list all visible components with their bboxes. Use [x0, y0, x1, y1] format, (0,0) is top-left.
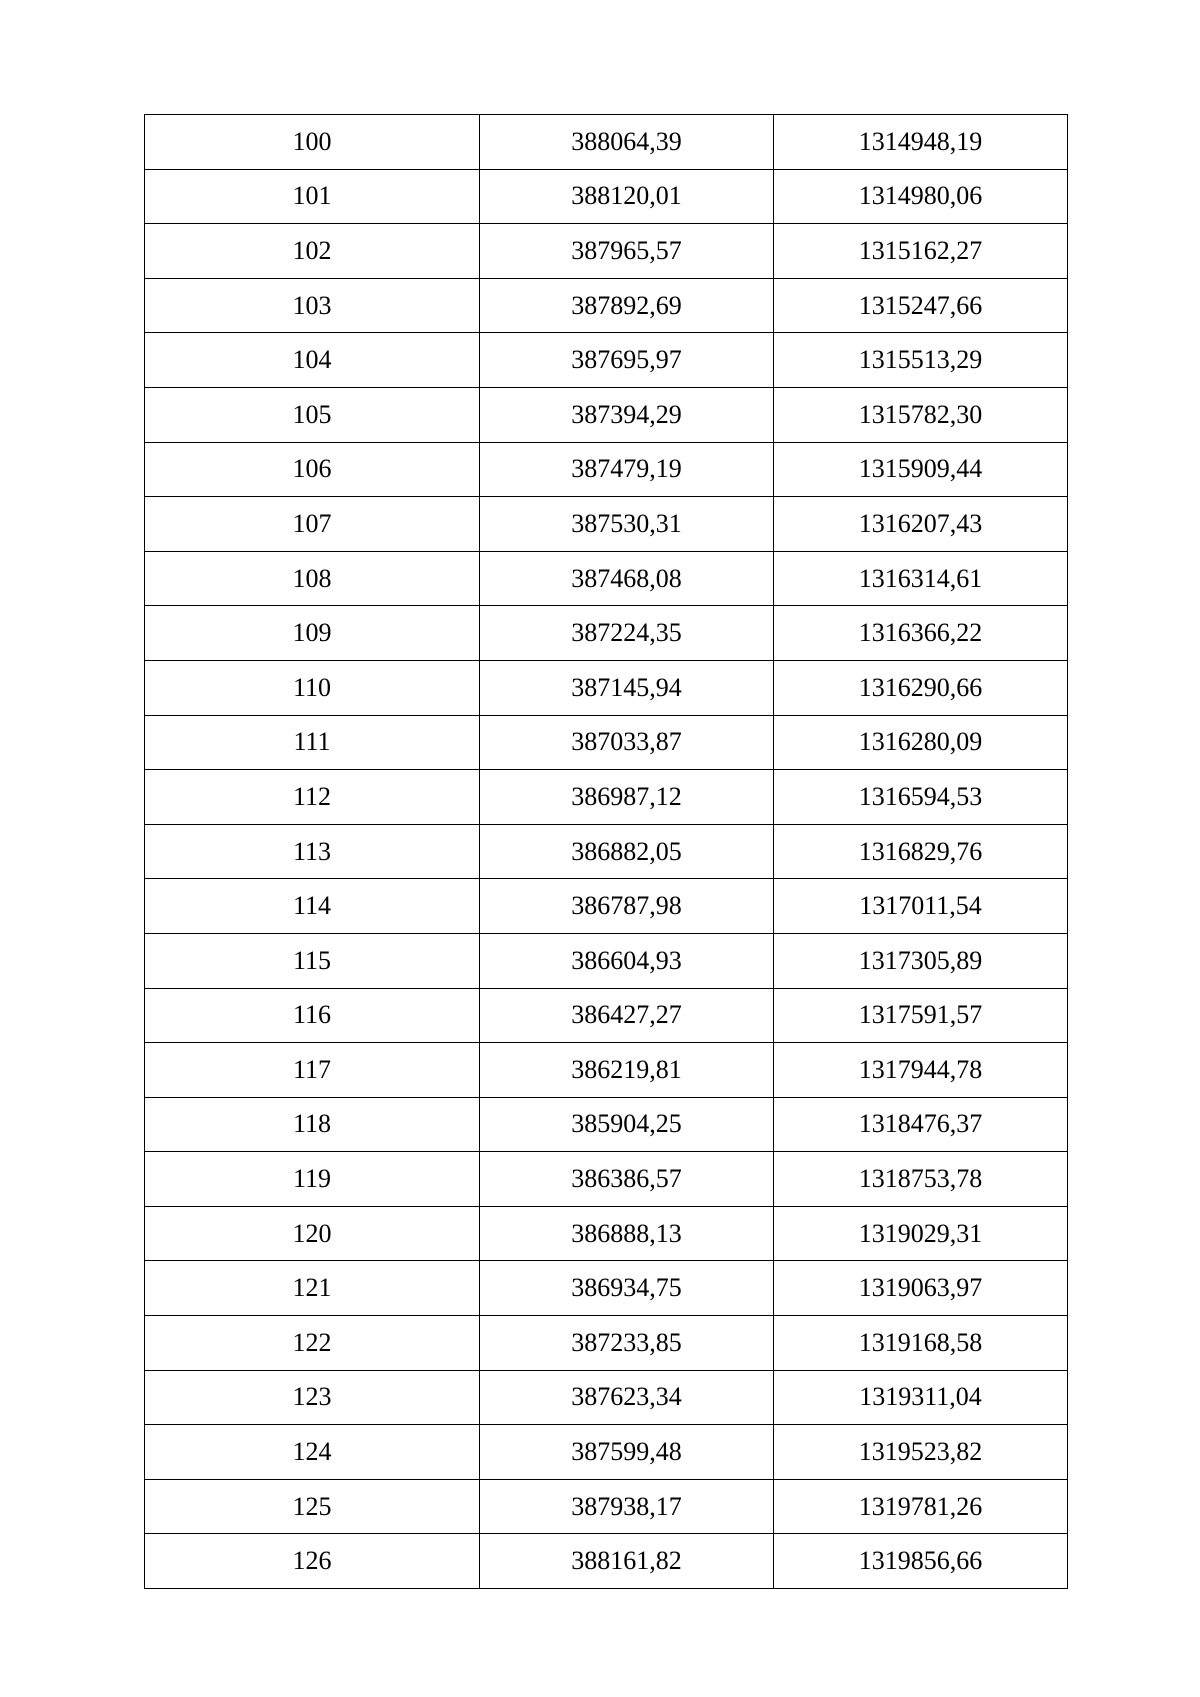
y-coordinate-cell: 1317305,89	[774, 933, 1068, 988]
x-coordinate-cell: 386987,12	[480, 770, 774, 825]
point-number-cell: 118	[145, 1097, 480, 1152]
table-row	[145, 169, 1068, 224]
x-coordinate-cell: 387623,34	[480, 1370, 774, 1425]
point-number-cell: 111	[145, 715, 480, 770]
table-row	[145, 824, 1068, 879]
table-row	[145, 224, 1068, 279]
table-row	[145, 879, 1068, 934]
x-coordinate-cell: 387145,94	[480, 660, 774, 715]
y-coordinate-cell: 1319029,31	[774, 1206, 1068, 1261]
y-coordinate-cell: 1315782,30	[774, 387, 1068, 442]
x-coordinate-cell: 387394,29	[480, 387, 774, 442]
table-row	[145, 1261, 1068, 1316]
x-coordinate-cell: 387695,97	[480, 333, 774, 388]
x-coordinate-cell: 387033,87	[480, 715, 774, 770]
table-row	[145, 1425, 1068, 1480]
table-row	[145, 115, 1068, 170]
x-coordinate-cell: 387479,19	[480, 442, 774, 497]
x-coordinate-cell: 387233,85	[480, 1316, 774, 1371]
y-coordinate-cell: 1315513,29	[774, 333, 1068, 388]
y-coordinate-cell: 1317944,78	[774, 1043, 1068, 1098]
y-coordinate-cell: 1318476,37	[774, 1097, 1068, 1152]
y-coordinate-cell: 1316366,22	[774, 606, 1068, 661]
y-coordinate-cell: 1319856,66	[774, 1534, 1068, 1589]
x-coordinate-cell: 387468,08	[480, 551, 774, 606]
x-coordinate-cell: 386219,81	[480, 1043, 774, 1098]
x-coordinate-cell: 387224,35	[480, 606, 774, 661]
table-row	[145, 1152, 1068, 1207]
x-coordinate-cell: 388120,01	[480, 169, 774, 224]
x-coordinate-cell: 385904,25	[480, 1097, 774, 1152]
point-number-cell: 110	[145, 660, 480, 715]
x-coordinate-cell: 386934,75	[480, 1261, 774, 1316]
table-row	[145, 988, 1068, 1043]
point-number-cell: 123	[145, 1370, 480, 1425]
point-number-cell: 108	[145, 551, 480, 606]
coordinates-table	[144, 114, 1068, 1589]
y-coordinate-cell: 1316594,53	[774, 770, 1068, 825]
y-coordinate-cell: 1319311,04	[774, 1370, 1068, 1425]
point-number-cell: 125	[145, 1479, 480, 1534]
point-number-cell: 100	[145, 115, 480, 170]
x-coordinate-cell: 387965,57	[480, 224, 774, 279]
point-number-cell: 105	[145, 387, 480, 442]
point-number-cell: 115	[145, 933, 480, 988]
y-coordinate-cell: 1314980,06	[774, 169, 1068, 224]
point-number-cell: 112	[145, 770, 480, 825]
point-number-cell: 121	[145, 1261, 480, 1316]
table-row	[145, 387, 1068, 442]
x-coordinate-cell: 387599,48	[480, 1425, 774, 1480]
table-row	[145, 442, 1068, 497]
y-coordinate-cell: 1319168,58	[774, 1316, 1068, 1371]
table-row	[145, 660, 1068, 715]
point-number-cell: 107	[145, 497, 480, 552]
y-coordinate-cell: 1316829,76	[774, 824, 1068, 879]
x-coordinate-cell: 386427,27	[480, 988, 774, 1043]
table-row	[145, 770, 1068, 825]
table-row	[145, 497, 1068, 552]
y-coordinate-cell: 1316290,66	[774, 660, 1068, 715]
y-coordinate-cell: 1315247,66	[774, 278, 1068, 333]
table-row	[145, 1534, 1068, 1589]
point-number-cell: 103	[145, 278, 480, 333]
y-coordinate-cell: 1316207,43	[774, 497, 1068, 552]
table-row	[145, 278, 1068, 333]
point-number-cell: 120	[145, 1206, 480, 1261]
point-number-cell: 114	[145, 879, 480, 934]
y-coordinate-cell: 1316314,61	[774, 551, 1068, 606]
y-coordinate-cell: 1316280,09	[774, 715, 1068, 770]
table-row	[145, 1370, 1068, 1425]
x-coordinate-cell: 388064,39	[480, 115, 774, 170]
y-coordinate-cell: 1315909,44	[774, 442, 1068, 497]
table-row	[145, 333, 1068, 388]
point-number-cell: 122	[145, 1316, 480, 1371]
x-coordinate-cell: 388161,82	[480, 1534, 774, 1589]
table-row	[145, 1206, 1068, 1261]
point-number-cell: 101	[145, 169, 480, 224]
point-number-cell: 106	[145, 442, 480, 497]
point-number-cell: 117	[145, 1043, 480, 1098]
point-number-cell: 109	[145, 606, 480, 661]
y-coordinate-cell: 1318753,78	[774, 1152, 1068, 1207]
y-coordinate-cell: 1319523,82	[774, 1425, 1068, 1480]
point-number-cell: 113	[145, 824, 480, 879]
x-coordinate-cell: 387892,69	[480, 278, 774, 333]
point-number-cell: 119	[145, 1152, 480, 1207]
point-number-cell: 116	[145, 988, 480, 1043]
point-number-cell: 126	[145, 1534, 480, 1589]
y-coordinate-cell: 1317011,54	[774, 879, 1068, 934]
y-coordinate-cell: 1319063,97	[774, 1261, 1068, 1316]
coordinates-table-body	[145, 115, 1068, 1589]
table-row	[145, 551, 1068, 606]
y-coordinate-cell: 1317591,57	[774, 988, 1068, 1043]
y-coordinate-cell: 1315162,27	[774, 224, 1068, 279]
table-row	[145, 1097, 1068, 1152]
y-coordinate-cell: 1319781,26	[774, 1479, 1068, 1534]
x-coordinate-cell: 387938,17	[480, 1479, 774, 1534]
x-coordinate-cell: 386604,93	[480, 933, 774, 988]
table-row	[145, 715, 1068, 770]
table-row	[145, 1479, 1068, 1534]
point-number-cell: 104	[145, 333, 480, 388]
x-coordinate-cell: 387530,31	[480, 497, 774, 552]
y-coordinate-cell: 1314948,19	[774, 115, 1068, 170]
point-number-cell: 102	[145, 224, 480, 279]
x-coordinate-cell: 386787,98	[480, 879, 774, 934]
table-row	[145, 1043, 1068, 1098]
x-coordinate-cell: 386386,57	[480, 1152, 774, 1207]
table-row	[145, 1316, 1068, 1371]
point-number-cell: 124	[145, 1425, 480, 1480]
table-row	[145, 933, 1068, 988]
table-row	[145, 606, 1068, 661]
x-coordinate-cell: 386882,05	[480, 824, 774, 879]
x-coordinate-cell: 386888,13	[480, 1206, 774, 1261]
